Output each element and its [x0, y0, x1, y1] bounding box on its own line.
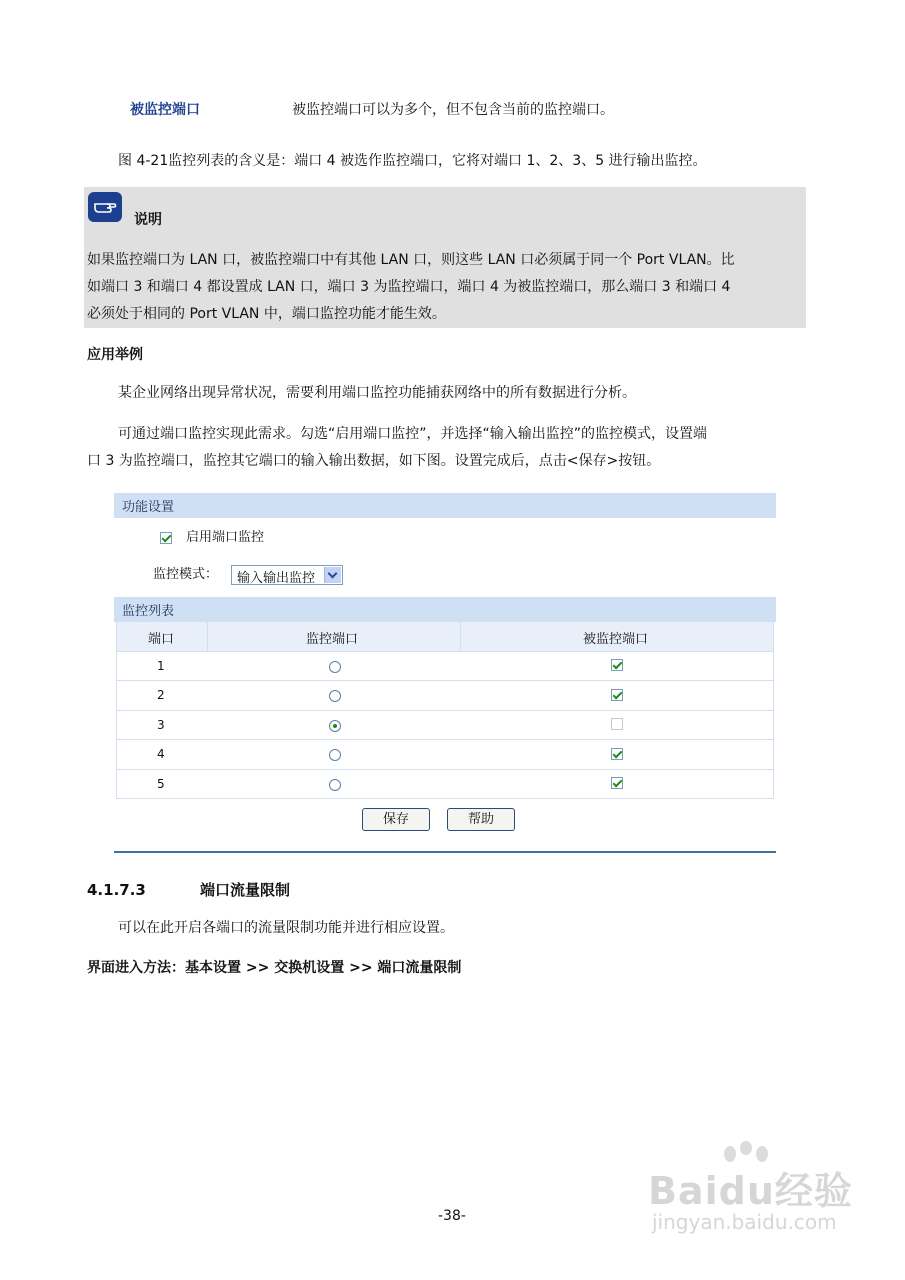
- note-title: 说明: [134, 212, 162, 228]
- row-divider: [116, 739, 774, 740]
- monitor-port-radio[interactable]: [329, 690, 341, 702]
- enable-monitor-label: 启用端口监控: [186, 530, 265, 545]
- section-title: 功能设置: [122, 500, 175, 515]
- row-divider: [116, 798, 774, 799]
- row-divider: [116, 680, 774, 681]
- section-title: 监控列表: [122, 604, 175, 619]
- mode-select[interactable]: [231, 565, 343, 585]
- note-line: 必须处于相同的 Port VLAN 中，端口监控功能才能生效。: [87, 306, 446, 322]
- section-description: 可以在此开启各端口的流量限制功能并进行相应设置。: [118, 920, 454, 936]
- monitor-port-radio[interactable]: [329, 661, 341, 673]
- example-heading: 应用举例: [87, 347, 143, 363]
- definition-term: 被监控端口: [130, 102, 200, 118]
- figure-note: 图 4-21监控列表的含义是：端口 4 被选作监控端口，它将对端口 1、2、3、5 进行输出监控。: [118, 153, 707, 169]
- mode-label: 监控模式：: [153, 567, 219, 582]
- row-divider: [116, 710, 774, 711]
- note-line: 如端口 3 和端口 4 都设置成 LAN 口，端口 3 为监控端口，端口 4 为被监控端口，那么端口 3 和端口 4: [87, 279, 731, 295]
- monitored-port-checkbox[interactable]: [611, 777, 623, 789]
- monitored-port-checkbox[interactable]: [611, 689, 623, 701]
- col-header-monitored: 被监控端口: [583, 632, 649, 647]
- section-bar-function-settings: [114, 493, 776, 518]
- port-monitor-panel: [114, 493, 776, 853]
- table-header: [116, 622, 774, 651]
- table-row-port: 5: [157, 777, 165, 791]
- navigation-path: 界面进入方法：基本设置 >> 交换机设置 >> 端口流量限制: [87, 960, 462, 976]
- help-button[interactable]: 帮助: [447, 808, 515, 831]
- chevron-down-icon[interactable]: [324, 567, 341, 583]
- note-line: 如果监控端口为 LAN 口，被监控端口中有其他 LAN 口，则这些 LAN 口必须属于同一个 Port VLAN。比: [87, 252, 735, 268]
- section-number: 4.1.7.3: [87, 881, 146, 899]
- monitor-port-radio[interactable]: [329, 749, 341, 761]
- monitor-port-radio[interactable]: [329, 779, 341, 791]
- monitored-port-checkbox-disabled: [611, 718, 623, 730]
- save-button[interactable]: 保存: [362, 808, 430, 831]
- section-bar-monitor-list: [114, 597, 776, 622]
- definition-description: 被监控端口可以为多个，但不包含当前的监控端口。: [292, 102, 614, 118]
- table-row-port: 1: [157, 659, 165, 673]
- mode-select-value: 输入输出监控: [237, 571, 316, 586]
- monitor-port-radio-selected[interactable]: [329, 720, 341, 732]
- row-divider: [116, 769, 774, 770]
- row-divider: [116, 651, 774, 652]
- monitored-port-checkbox[interactable]: [611, 748, 623, 760]
- example-paragraph: 某企业网络出现异常状况，需要利用端口监控功能捕获网络中的所有数据进行分析。: [118, 385, 636, 401]
- monitored-port-checkbox[interactable]: [611, 659, 623, 671]
- page-number: -38-: [438, 1208, 466, 1224]
- col-header-monitor: 监控端口: [306, 632, 359, 647]
- watermark-url: jingyan.baidu.com: [652, 1210, 837, 1234]
- section-title: 端口流量限制: [200, 881, 291, 899]
- example-paragraph-cont: 口 3 为监控端口，监控其它端口的输入输出数据，如下图。设置完成后，点击<保存>按钮。: [87, 453, 661, 469]
- table-row-port: 2: [157, 688, 165, 702]
- table-row-port: 4: [157, 747, 165, 761]
- table-divider: [207, 622, 208, 651]
- col-header-port: 端口: [148, 632, 175, 647]
- pointing-hand-icon: [88, 192, 122, 222]
- table-row-port: 3: [157, 718, 165, 732]
- watermark-logo: Baidu经验: [648, 1169, 853, 1213]
- enable-monitor-checkbox[interactable]: [160, 532, 172, 544]
- section-heading: [87, 880, 290, 900]
- table-divider: [460, 622, 461, 651]
- example-paragraph: 可通过端口监控实现此需求。勾选“启用端口监控”，并选择“输入输出监控”的监控模式，设置端: [118, 426, 708, 442]
